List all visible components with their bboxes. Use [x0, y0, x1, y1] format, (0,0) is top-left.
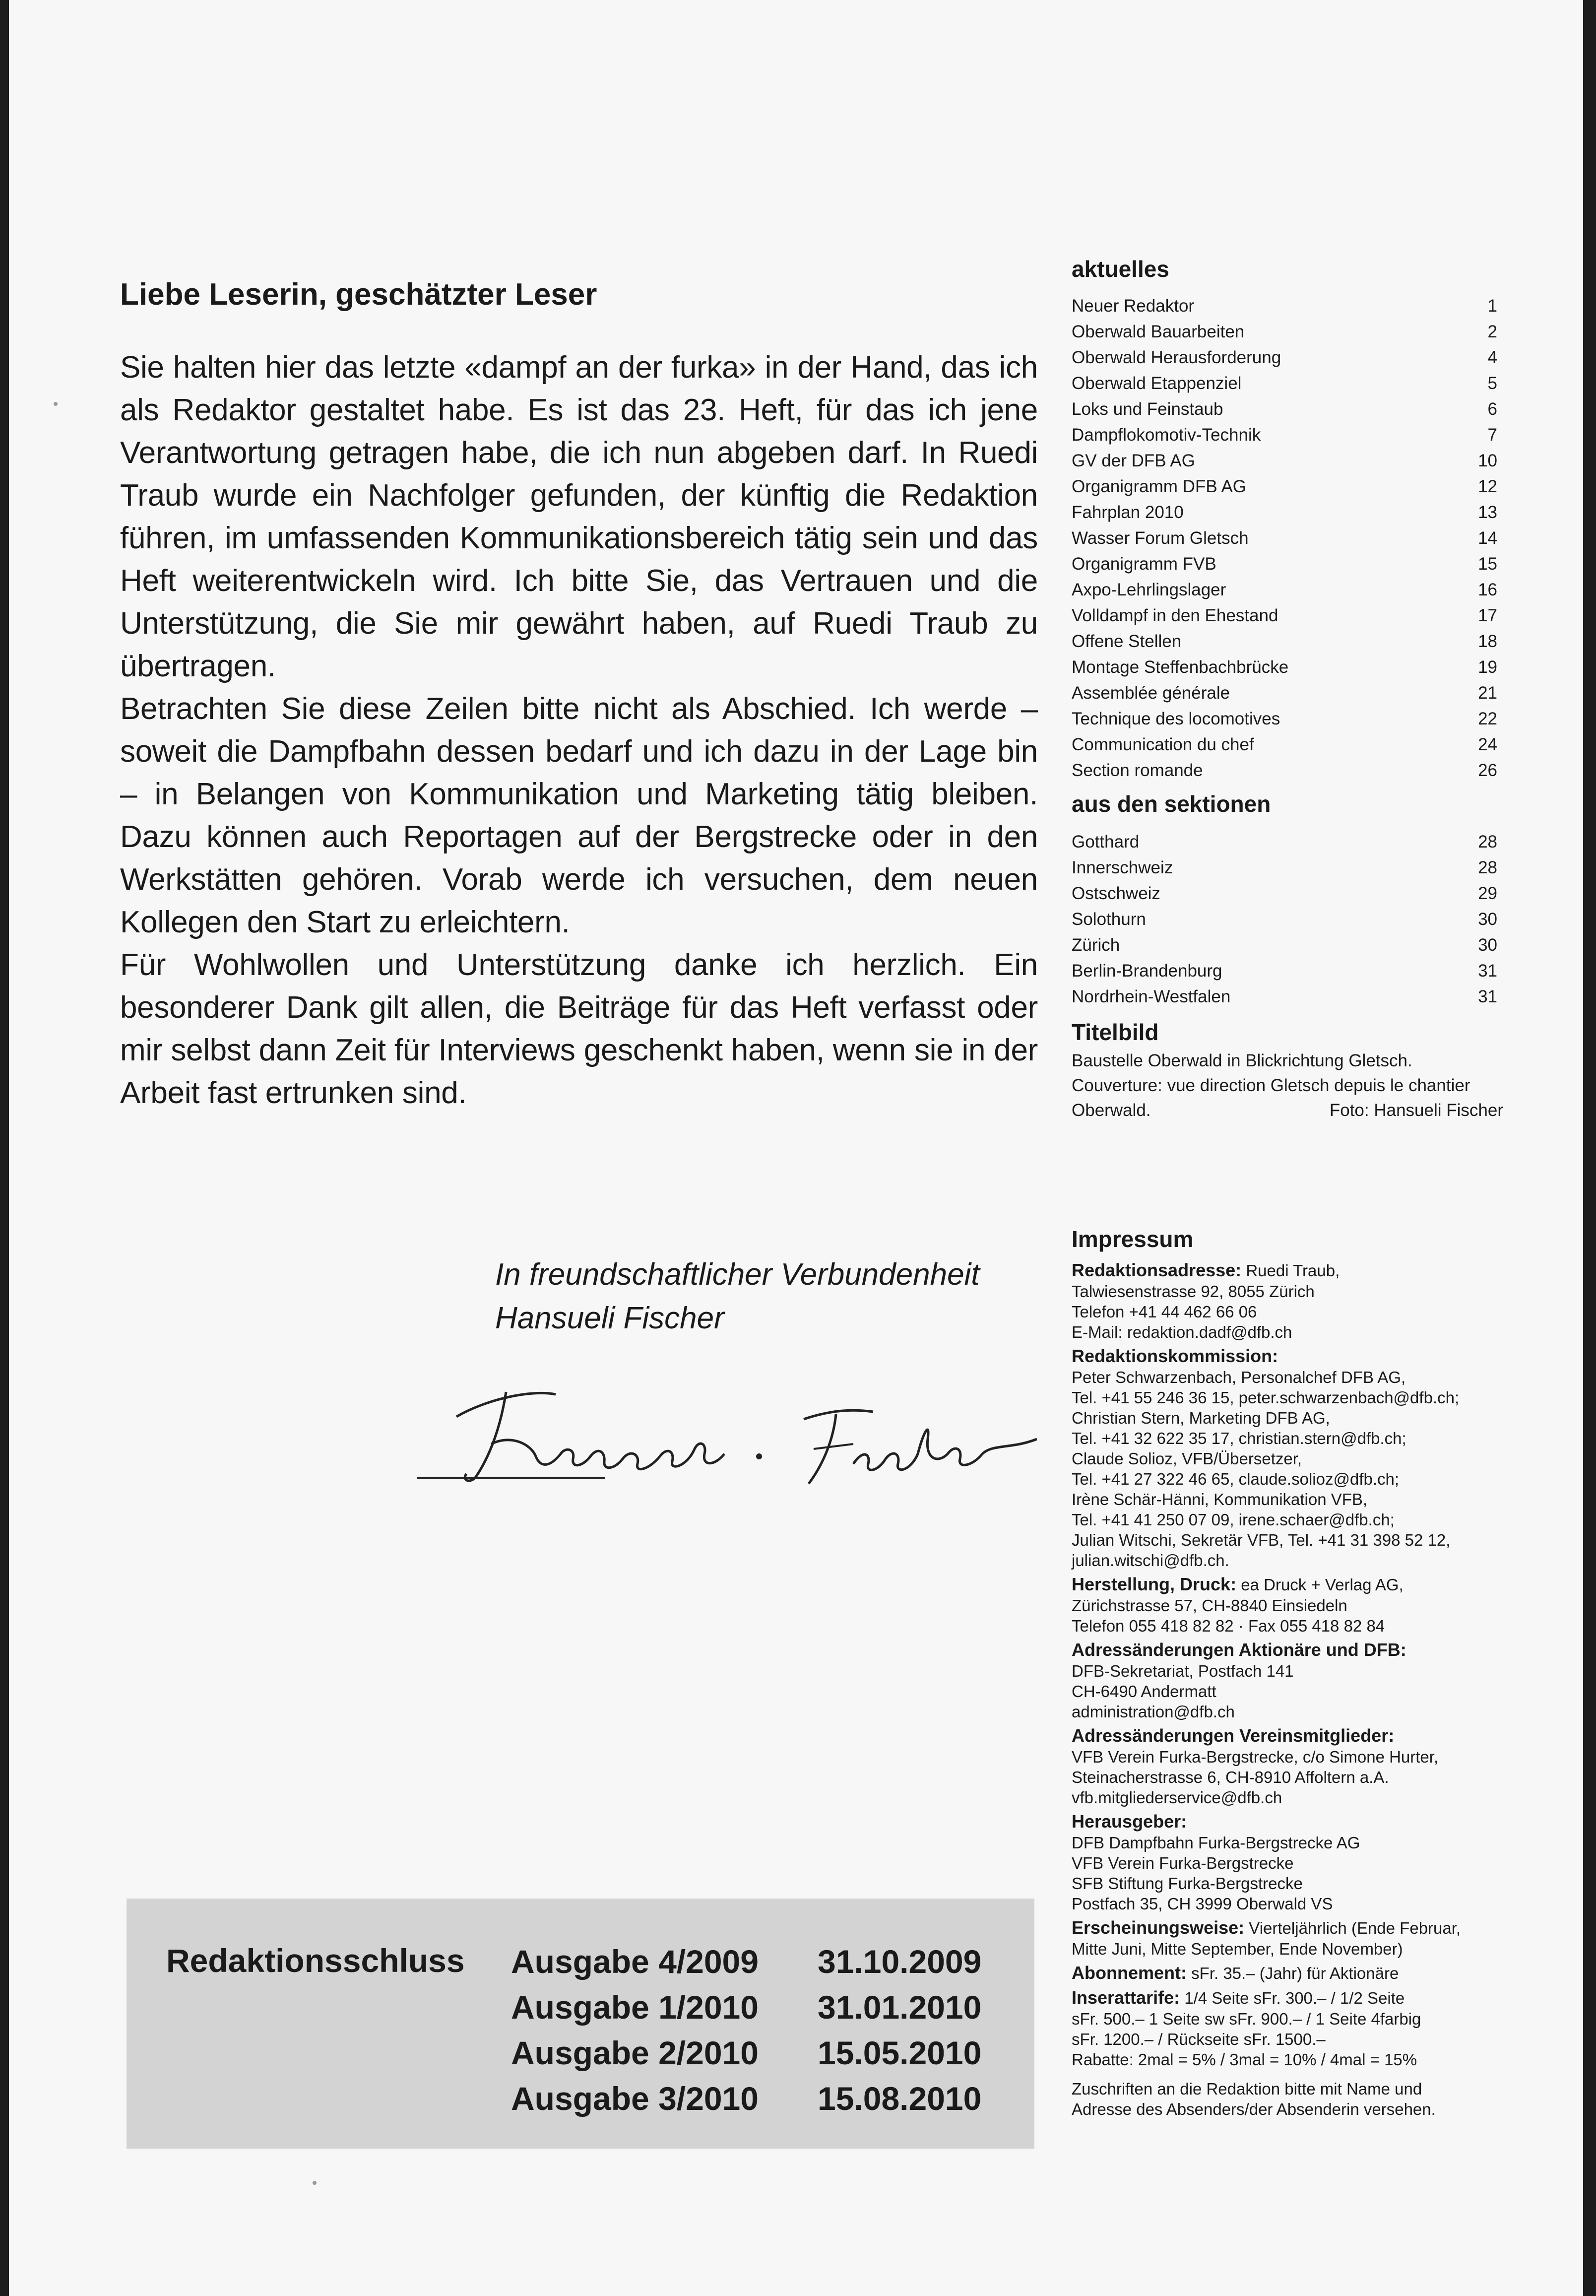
- impressum-line: Tel. +41 41 250 07 09, irene.schaer@dfb.ch;: [1072, 1510, 1395, 1529]
- deadline-date: 15.08.2010: [818, 2080, 982, 2117]
- caption-line: Oberwald.: [1072, 1101, 1151, 1120]
- toc-title: Fahrplan 2010: [1072, 503, 1184, 522]
- deadline-row: [511, 2079, 981, 2124]
- impressum-heading: Impressum: [1072, 1226, 1194, 1252]
- toc-title: Nordrhein-Westfalen: [1072, 987, 1231, 1006]
- toc-page: 5: [1487, 374, 1497, 393]
- toc-entry[interactable]: [1072, 551, 1503, 577]
- impressum-line: Adresse des Absenders/der Absenderin versehen.: [1072, 2100, 1436, 2118]
- toc-page: 30: [1478, 910, 1497, 929]
- impressum-line: Zürichstrasse 57, CH-8840 Einsiedeln: [1072, 1596, 1347, 1615]
- impressum-line: Talwiesenstrasse 92, 8055 Zürich: [1072, 1282, 1315, 1301]
- toc-title: Innerschweiz: [1072, 858, 1173, 877]
- impressum-line: Ruedi Traub,: [1246, 1261, 1340, 1280]
- toc-entry[interactable]: [1072, 984, 1503, 1010]
- deadline-issue: Ausgabe 2/2010: [511, 2034, 759, 2071]
- impressum-line: Vierteljährlich (Ende Februar,: [1249, 1919, 1461, 1937]
- toc-title: Solothurn: [1072, 910, 1146, 929]
- toc-entry[interactable]: [1072, 629, 1503, 655]
- impressum-line: Irène Schär-Hänni, Kommunikation VFB,: [1072, 1490, 1368, 1509]
- toc-title: Volldampf in den Ehestand: [1072, 606, 1278, 625]
- toc-page: 13: [1478, 503, 1497, 522]
- toc-entry[interactable]: [1072, 881, 1503, 907]
- toc-page: 17: [1478, 606, 1497, 625]
- impressum-line: Christian Stern, Marketing DFB AG,: [1072, 1409, 1330, 1427]
- toc-entry[interactable]: [1072, 758, 1503, 784]
- toc-entry[interactable]: [1072, 345, 1503, 371]
- toc-page: 30: [1478, 935, 1497, 955]
- toc-entry[interactable]: [1072, 371, 1503, 396]
- toc-entry[interactable]: [1072, 474, 1503, 500]
- toc-page: 31: [1478, 987, 1497, 1006]
- toc-page: 4: [1487, 348, 1497, 367]
- letter-paragraph: Sie halten hier das letzte «dampf an der furka» in der Hand, das ich als Redaktor gestaltet habe. Es ist das 23. Heft, für das ich jene Verantwortung getragen habe, die ich nun abgeben darf. In Ruedi Traub wurde ein Nachfolger gefunden, der künftig die Redaktion führen, im umfassenden Kommunikationsbereich tätig sein und das Heft weiterentwickeln wird. Ich bitte Sie, das Vertrauen und die Unterstützung, die Sie mir gewährt haben, auf Ruedi Traub zu übertragen.: [120, 350, 1038, 684]
- titelbild-caption: [1072, 1049, 1503, 1123]
- impressum-line: Telefon +41 44 462 66 06: [1072, 1303, 1257, 1321]
- toc-title: Wasser Forum Gletsch: [1072, 528, 1249, 548]
- toc-page: 16: [1478, 580, 1497, 599]
- caption-row: [1072, 1098, 1503, 1123]
- impressum-line: Postfach 35, CH 3999 Oberwald VS: [1072, 1895, 1333, 1913]
- closing-line: In freundschaftlicher Verbundenheit: [495, 1257, 980, 1292]
- toc-page: 19: [1478, 657, 1497, 677]
- impressum-label: Adressänderungen Vereinsmitglieder:: [1072, 1725, 1395, 1746]
- editorial-letter: [120, 278, 1038, 1115]
- deadline-row: [511, 1942, 981, 1987]
- toc-title: Section romande: [1072, 761, 1203, 780]
- deadline-label: Redaktionsschluss: [166, 1942, 465, 1979]
- toc-title: Zürich: [1072, 935, 1120, 955]
- impressum-line: Peter Schwarzenbach, Personalchef DFB AG,: [1072, 1368, 1406, 1386]
- toc-title: Gotthard: [1072, 832, 1140, 852]
- toc-page: 10: [1478, 451, 1497, 470]
- impressum-line: Julian Witschi, Sekretär VFB, Tel. +41 31 398 52 12,: [1072, 1531, 1451, 1549]
- toc-page: 21: [1478, 683, 1497, 703]
- impressum-line: julian.witschi@dfb.ch.: [1072, 1551, 1229, 1570]
- letter-paragraph: Für Wohlwollen und Unterstützung danke ich herzlich. Ein besonderer Dank gilt allen, die Beiträge für das Heft verfasst oder mir selbst dann Zeit für Interviews geschenkt haben, wenn sie in der Arbeit fast ertrunken sind.: [120, 948, 1038, 1111]
- impressum-line: VFB Verein Furka-Bergstrecke: [1072, 1854, 1294, 1872]
- toc-title: Assemblée générale: [1072, 683, 1230, 703]
- impressum-label: Erscheinungsweise:: [1072, 1917, 1245, 1938]
- impressum-line: SFB Stiftung Furka-Bergstrecke: [1072, 1874, 1303, 1893]
- toc-entry[interactable]: [1072, 396, 1503, 422]
- impressum-label: Herstellung, Druck:: [1072, 1574, 1237, 1594]
- toc-title: GV der DFB AG: [1072, 451, 1195, 470]
- toc-entry[interactable]: [1072, 293, 1503, 319]
- caption-line: Couverture: vue direction Gletsch depuis le chantier: [1072, 1076, 1470, 1095]
- impressum-line: CH-6490 Andermatt: [1072, 1682, 1216, 1701]
- impressum-block-zuschriften: [1072, 2079, 1503, 2119]
- impressum-block-erscheinung: [1072, 1917, 1503, 1959]
- letter-closing: [495, 1253, 980, 1340]
- toc-heading-sektionen: aus den sektionen: [1072, 791, 1271, 817]
- toc-entry[interactable]: [1072, 319, 1503, 345]
- impressum-line: DFB Dampfbahn Furka-Bergstrecke AG: [1072, 1834, 1360, 1852]
- toc-title: Dampflokomotiv-Technik: [1072, 425, 1261, 445]
- toc-title: Loks und Feinstaub: [1072, 399, 1223, 419]
- toc-page: 15: [1478, 554, 1497, 574]
- toc-title: Oberwald Herausforderung: [1072, 348, 1281, 367]
- toc-page: 2: [1487, 322, 1497, 341]
- toc-page: 26: [1478, 761, 1497, 780]
- toc-entry[interactable]: [1072, 603, 1503, 629]
- handwritten-signature: [417, 1370, 1037, 1499]
- toc-title: Offene Stellen: [1072, 632, 1182, 651]
- toc-entry[interactable]: [1072, 706, 1503, 732]
- toc-entry[interactable]: [1072, 732, 1503, 758]
- scan-edge-right: [1583, 0, 1596, 2296]
- table-of-contents: [1072, 256, 1503, 1123]
- toc-title: Neuer Redaktor: [1072, 296, 1195, 316]
- deadline-issue: Ausgabe 3/2010: [511, 2080, 759, 2117]
- toc-title: Technique des locomotives: [1072, 709, 1280, 728]
- toc-entry[interactable]: [1072, 577, 1503, 603]
- impressum: [1072, 1226, 1503, 2122]
- deadline-row: [511, 1987, 981, 2033]
- impressum-block-inserat: [1072, 1987, 1503, 2070]
- impressum-line: Tel. +41 27 322 46 65, claude.solioz@dfb.ch;: [1072, 1470, 1400, 1488]
- impressum-line: Zuschriften an die Redaktion bitte mit Name und: [1072, 2080, 1422, 2098]
- impressum-line: sFr. 500.– 1 Seite sw sFr. 900.– / 1 Seite 4farbig: [1072, 2010, 1421, 2028]
- toc-page: 12: [1478, 477, 1497, 496]
- impressum-line: VFB Verein Furka-Bergstrecke, c/o Simone Hurter,: [1072, 1748, 1439, 1766]
- impressum-block-kommission: [1072, 1345, 1503, 1571]
- toc-entry[interactable]: [1072, 680, 1503, 706]
- toc-entry[interactable]: [1072, 907, 1503, 932]
- toc-entry[interactable]: [1072, 448, 1503, 474]
- toc-entry[interactable]: [1072, 655, 1503, 680]
- toc-title: Organigramm FVB: [1072, 554, 1216, 574]
- impressum-line: Steinacherstrasse 6, CH-8910 Affoltern a.A.: [1072, 1768, 1389, 1786]
- impressum-line: Telefon 055 418 82 82 · Fax 055 418 82 84: [1072, 1617, 1385, 1635]
- impressum-line: E-Mail: redaktion.dadf@dfb.ch: [1072, 1323, 1292, 1341]
- scan-speck: [313, 2181, 317, 2185]
- scan-speck: [54, 402, 58, 406]
- toc-entry[interactable]: [1072, 829, 1503, 855]
- deadline-issue: Ausgabe 1/2010: [511, 1989, 759, 2026]
- toc-entry[interactable]: [1072, 932, 1503, 958]
- deadline-issue: Ausgabe 4/2009: [511, 1943, 759, 1980]
- impressum-block-redaktionsadresse: [1072, 1259, 1503, 1342]
- letter-title: Liebe Leserin, geschätzter Leser: [120, 277, 597, 312]
- photo-credit: Foto: Hansueli Fischer: [1329, 1101, 1503, 1120]
- impressum-line: sFr. 1200.– / Rückseite sFr. 1500.–: [1072, 2030, 1326, 2048]
- deadline-date: 31.01.2010: [818, 1989, 982, 2026]
- impressum-block-herausgeber: [1072, 1811, 1503, 1914]
- toc-page: 28: [1478, 858, 1497, 877]
- impressum-line: Rabatte: 2mal = 5% / 3mal = 10% / 4mal = 15%: [1072, 2050, 1417, 2069]
- toc-page: 28: [1478, 832, 1497, 852]
- toc-title: Communication du chef: [1072, 735, 1254, 754]
- titelbild-heading: Titelbild: [1072, 1019, 1159, 1045]
- toc-entry[interactable]: [1072, 500, 1503, 525]
- closing-author: Hansueli Fischer: [495, 1301, 724, 1335]
- toc-page: 24: [1478, 735, 1497, 754]
- caption-line: Baustelle Oberwald in Blickrichtung Gletsch.: [1072, 1051, 1412, 1070]
- toc-entry[interactable]: [1072, 855, 1503, 881]
- impressum-line: 1/4 Seite sFr. 300.– / 1/2 Seite: [1184, 1989, 1405, 2007]
- impressum-block-vereinsmitglieder: [1072, 1725, 1503, 1808]
- impressum-label: Herausgeber:: [1072, 1811, 1187, 1832]
- impressum-block-herstellung: [1072, 1574, 1503, 1636]
- toc-title: Berlin-Brandenburg: [1072, 961, 1222, 981]
- toc-title: Montage Steffenbachbrücke: [1072, 657, 1289, 677]
- impressum-label: Redaktionskommission:: [1072, 1346, 1278, 1366]
- toc-page: 14: [1478, 528, 1497, 548]
- toc-page: 7: [1487, 425, 1497, 445]
- toc-page: 22: [1478, 709, 1497, 728]
- deadline-date: 15.05.2010: [818, 2034, 982, 2071]
- toc-entry[interactable]: [1072, 958, 1503, 984]
- deadline-list: [511, 1942, 981, 2124]
- impressum-line: administration@dfb.ch: [1072, 1703, 1235, 1721]
- impressum-line: Tel. +41 32 622 35 17, christian.stern@dfb.ch;: [1072, 1429, 1406, 1447]
- toc-page: 18: [1478, 632, 1497, 651]
- impressum-line: Tel. +41 55 246 36 15, peter.schwarzenbach@dfb.ch;: [1072, 1388, 1460, 1407]
- toc-list-sektionen: [1072, 829, 1503, 1010]
- toc-title: Oberwald Etappenziel: [1072, 374, 1242, 393]
- impressum-label: Abonnement:: [1072, 1963, 1187, 1983]
- toc-title: Organigramm DFB AG: [1072, 477, 1247, 496]
- toc-title: Oberwald Bauarbeiten: [1072, 322, 1245, 341]
- deadline-date: 31.10.2009: [818, 1943, 982, 1980]
- impressum-label: Redaktionsadresse:: [1072, 1260, 1242, 1280]
- toc-title: Ostschweiz: [1072, 884, 1160, 903]
- impressum-block-abonnement: [1072, 1962, 1503, 1984]
- impressum-line: vfb.mitgliederservice@dfb.ch: [1072, 1788, 1282, 1807]
- toc-page: 6: [1487, 399, 1497, 419]
- toc-entry[interactable]: [1072, 422, 1503, 448]
- impressum-label: Inserattarife:: [1072, 1987, 1180, 2008]
- deadline-box: [127, 1899, 1034, 2149]
- impressum-line: Claude Solioz, VFB/Übersetzer,: [1072, 1449, 1302, 1468]
- impressum-block-aktionaere: [1072, 1639, 1503, 1722]
- deadline-row: [511, 2033, 981, 2079]
- impressum-label: Adressänderungen Aktionäre und DFB:: [1072, 1640, 1406, 1660]
- scan-edge-left: [0, 0, 9, 2296]
- impressum-line: ea Druck + Verlag AG,: [1241, 1575, 1404, 1594]
- toc-heading-aktuelles: aktuelles: [1072, 256, 1169, 282]
- toc-page: 31: [1478, 961, 1497, 981]
- toc-list-aktuelles: [1072, 293, 1503, 784]
- impressum-line: sFr. 35.– (Jahr) für Aktionäre: [1191, 1964, 1399, 1982]
- impressum-line: DFB-Sekretariat, Postfach 141: [1072, 1662, 1294, 1680]
- toc-page: 29: [1478, 884, 1497, 903]
- letter-paragraph: Betrachten Sie diese Zeilen bitte nicht als Abschied. Ich werde – soweit die Dampfbahn dessen bedarf und ich dazu in der Lage bin – in Belangen von Kommunikation und Marketing tätig bleiben. Dazu können auch Reportagen auf der Bergstrecke oder in den Werkstätten gehören. Vorab werde ich versuchen, dem neuen Kollegen den Start zu erleichtern.: [120, 692, 1038, 940]
- impressum-line: Mitte Juni, Mitte September, Ende November): [1072, 1940, 1403, 1958]
- toc-title: Axpo-Lehrlingslager: [1072, 580, 1226, 599]
- toc-page: 1: [1487, 296, 1497, 316]
- toc-entry[interactable]: [1072, 525, 1503, 551]
